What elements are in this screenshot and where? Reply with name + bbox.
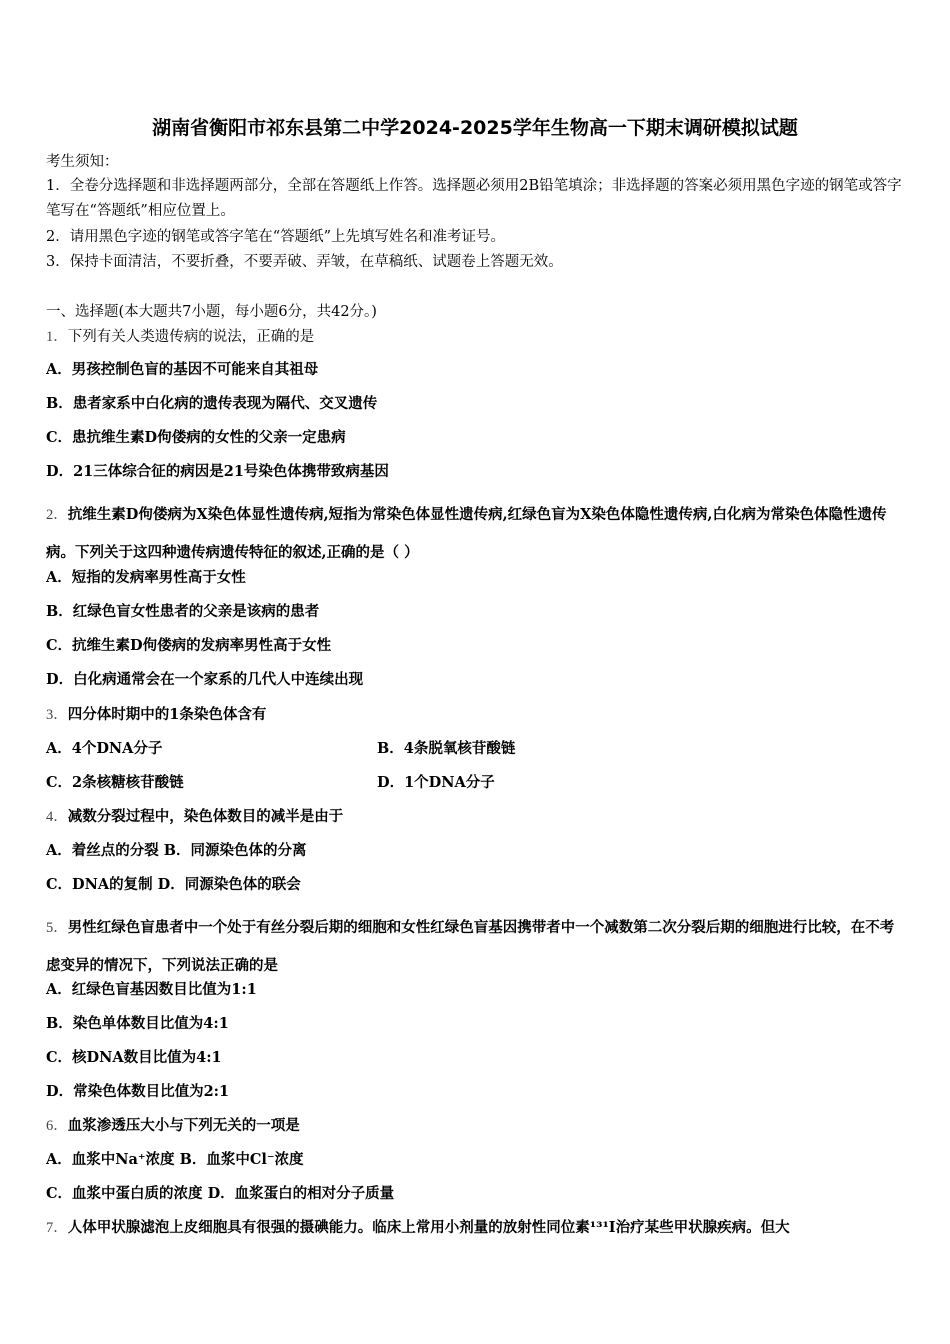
notice-item-3: 3．保持卡面清洁，不要折叠，不要弄破、弄皱，在草稿纸、试题卷上答题无效。 — [46, 254, 563, 270]
option: C．患抗维生素D佝偻病的女性的父亲一定患病 — [46, 429, 346, 446]
notice-item-1: 1．全卷分选择题和非选择题两部分，全部在答题纸上作答。选择题必须用2B铅笔填涂；非选择题的答案必须用黑色字迹的钢笔或答字笔写在“答题纸”相应位置上。 — [46, 178, 902, 219]
option: C．血浆中蛋白质的浓度 D．血浆蛋白的相对分子质量 — [46, 1185, 395, 1202]
question-number: 1． — [46, 329, 68, 345]
option: D．白化病通常会在一个家系的几代人中连续出现 — [46, 671, 364, 688]
question-stem: 减数分裂过程中，染色体数目的减半是由于 — [67, 808, 344, 825]
option: D．21三体综合征的病因是21号染色体携带致病基因 — [46, 463, 389, 480]
question-number: 6． — [46, 1118, 68, 1134]
question-number: 2． — [46, 507, 68, 523]
section-heading: 一、选择题(本大题共7小题，每小题6分，共42分。) — [46, 304, 377, 320]
option: A．男孩控制色盲的基因不可能来自其祖母 — [46, 361, 319, 378]
question-number: 3． — [46, 707, 68, 723]
question-3 — [46, 705, 266, 725]
question-stem: 下列有关人类遗传病的说法，正确的是 — [67, 329, 315, 345]
question-7 — [46, 1218, 904, 1238]
question-4 — [46, 807, 343, 827]
option: B．红绿色盲女性患者的父亲是该病的患者 — [46, 603, 320, 620]
option: C．抗维生素D佝偻病的发病率男性高于女性 — [46, 637, 332, 654]
question-number: 7． — [46, 1220, 68, 1236]
option: A．短指的发病率男性高于女性 — [46, 569, 246, 586]
notice-heading: 考生须知： — [46, 154, 119, 170]
option: A．4个DNA分子 — [46, 740, 163, 757]
notice-item-2: 2．请用黑色字迹的钢笔或答字笔在“答题纸”上先填写姓名和准考证号。 — [46, 229, 506, 245]
option: A．红绿色盲基因数目比值为1:1 — [46, 981, 257, 998]
page-title: 湖南省衡阳市祁东县第二中学2024-2025学年生物高一下期末调研模拟试题 — [152, 117, 798, 139]
question-stem: 人体甲状腺滤泡上皮细胞具有很强的摄碘能力。临床上常用小剂量的放射性同位素¹³¹I治疗某些甲状腺疾病。但大 — [67, 1219, 790, 1236]
question-stem: 男性红绿色盲患者中一个处于有丝分裂后期的细胞和女性红绿色盲基因携带者中一个减数第二次分裂后期的细胞进行比较，在不考虑变异的情况下，下列说法正确的是 — [46, 919, 895, 974]
question-6 — [46, 1116, 300, 1136]
option: A．血浆中Na⁺浓度 B．血浆中Cl⁻浓度 — [46, 1151, 304, 1168]
question-stem: 抗维生素D佝偻病为X染色体显性遗传病,短指为常染色体显性遗传病,红绿色盲为X染色体隐性遗传病,白化病为常染色体隐性遗传病。下列关于这四种遗传病遗传特征的叙述,正确的是（ ） — [46, 506, 887, 561]
option: D．常染色体数目比值为2:1 — [46, 1083, 230, 1100]
option: C．2条核糖核苷酸链 — [46, 774, 184, 791]
option: B．4条脱氧核苷酸链 — [377, 740, 516, 757]
option: C．DNA的复制 D．同源染色体的联会 — [46, 876, 301, 893]
question-5 — [46, 909, 904, 985]
question-2 — [46, 496, 904, 572]
question-stem: 血浆渗透压大小与下列无关的一项是 — [67, 1117, 300, 1134]
option: B．患者家系中白化病的遗传表现为隔代、交叉遗传 — [46, 395, 378, 412]
question-1 — [46, 327, 314, 347]
option: C．核DNA数目比值为4:1 — [46, 1049, 222, 1066]
question-number: 4． — [46, 809, 68, 825]
option: D．1个DNA分子 — [377, 774, 495, 791]
question-number: 5． — [46, 920, 68, 936]
question-stem: 四分体时期中的1条染色体含有 — [67, 706, 267, 723]
option: A．着丝点的分裂 B．同源染色体的分离 — [46, 842, 307, 859]
option: B．染色单体数目比值为4:1 — [46, 1015, 229, 1032]
